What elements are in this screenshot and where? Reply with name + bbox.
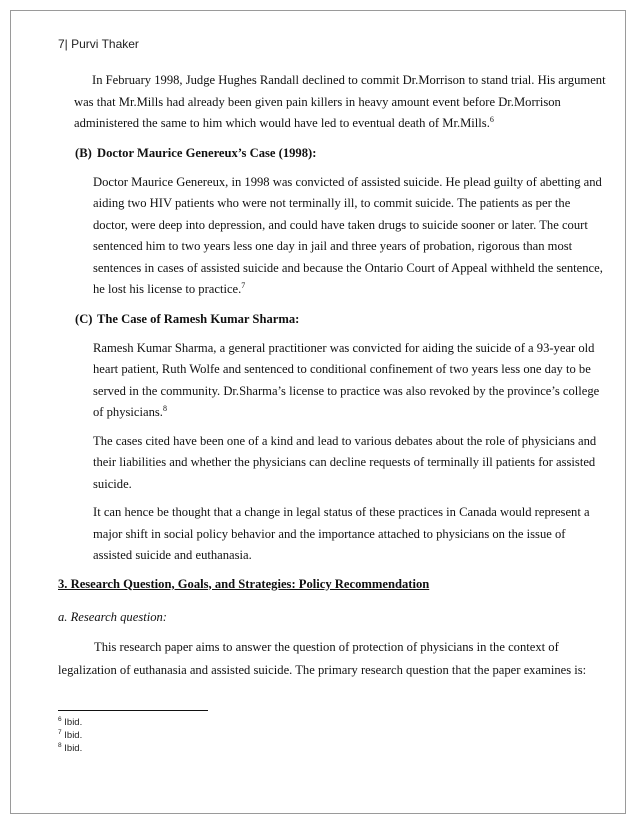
paragraph-case-b-text: Doctor Maurice Genereux, in 1998 was convicted of assisted suicide. He plead guilty of abetting and aiding two HIV patients who were not terminally ill, to commit suicide. The patients as per the doctor, were deep into depression, and could have taken drugs to suicide sooner or later. The court sentenced him to two years less one day in jail and three years of probation, rigorous than most sentences in cases of assisted suicide and because the Ontario Court of Appeal withheld the sentence, he lost his license to practice. (93, 174, 603, 296)
footnote-text: Ibid. (64, 717, 83, 728)
document-body (58, 70, 606, 682)
paragraph-case-c-3: It can hence be thought that a change in legal status of these practices in Canada would represent a major shift in social policy behavior and the importance attached to physicians on the issue of assisted suicide and euthanasia. (93, 505, 590, 562)
paragraph-case-c-1 (58, 338, 606, 424)
heading-case-c (75, 312, 606, 327)
paragraph-research-question: This research paper aims to answer the question of protection of physicians in the context of legalization of euthanasia and assisted suicide. The primary research question that the paper examines is: (58, 639, 587, 677)
footnote-text: Ibid. (64, 743, 83, 754)
paragraph-case-b (58, 172, 606, 301)
footnote-item (58, 729, 82, 742)
footnote-item (58, 742, 82, 755)
footnote-number: 7 (58, 728, 62, 736)
footnote-ref-6[interactable]: 6 (489, 114, 494, 124)
footnote-separator (58, 710, 208, 711)
footnote-ref-7[interactable]: 7 (241, 280, 246, 290)
subsection-a-heading: a. Research question: (58, 609, 168, 624)
footnote-item (58, 716, 82, 729)
heading-b-label: (B) (75, 145, 92, 160)
paragraph-case-c-1-text: Ramesh Kumar Sharma, a general practitioner was convicted for aiding the suicide of a 93-year old heart patient, Ruth Wolfe and sentenced to conditional confinement of two years less one day to be served in the community. Dr.Sharma’s license to practice was also revoked by the province’s college of physicians. (93, 340, 600, 419)
footnotes (58, 716, 82, 755)
paragraph-intro (58, 70, 606, 135)
footnote-number: 6 (58, 715, 62, 723)
footnote-text: Ibid. (64, 730, 83, 741)
heading-b-title: Doctor Maurice Genereux’s Case (1998): (97, 145, 317, 160)
paragraph-case-c-2: The cases cited have been one of a kind and lead to various debates about the role of physicians and their liabilities and whether the physicians can decline requests of terminally ill patients for assisted suicide. (93, 433, 597, 491)
footnote-number: 8 (58, 741, 62, 749)
heading-c-title: The Case of Ramesh Kumar Sharma: (97, 311, 300, 326)
paragraph-intro-text: In February 1998, Judge Hughes Randall declined to commit Dr.Morrison to stand trial. His argument was that Mr.Mills had already been given pain killers in heavy amount event before Dr.Morrison administered the same to him which would have led to eventual death of Mr.Mills. (74, 73, 606, 130)
section-3-heading: 3. Research Question, Goals, and Strategies: Policy Recommendation (58, 576, 430, 591)
page-header: 7| Purvi Thaker (58, 37, 139, 51)
heading-case-b (75, 146, 606, 161)
footnote-ref-8[interactable]: 8 (162, 403, 167, 413)
heading-c-label: (C) (75, 311, 93, 326)
